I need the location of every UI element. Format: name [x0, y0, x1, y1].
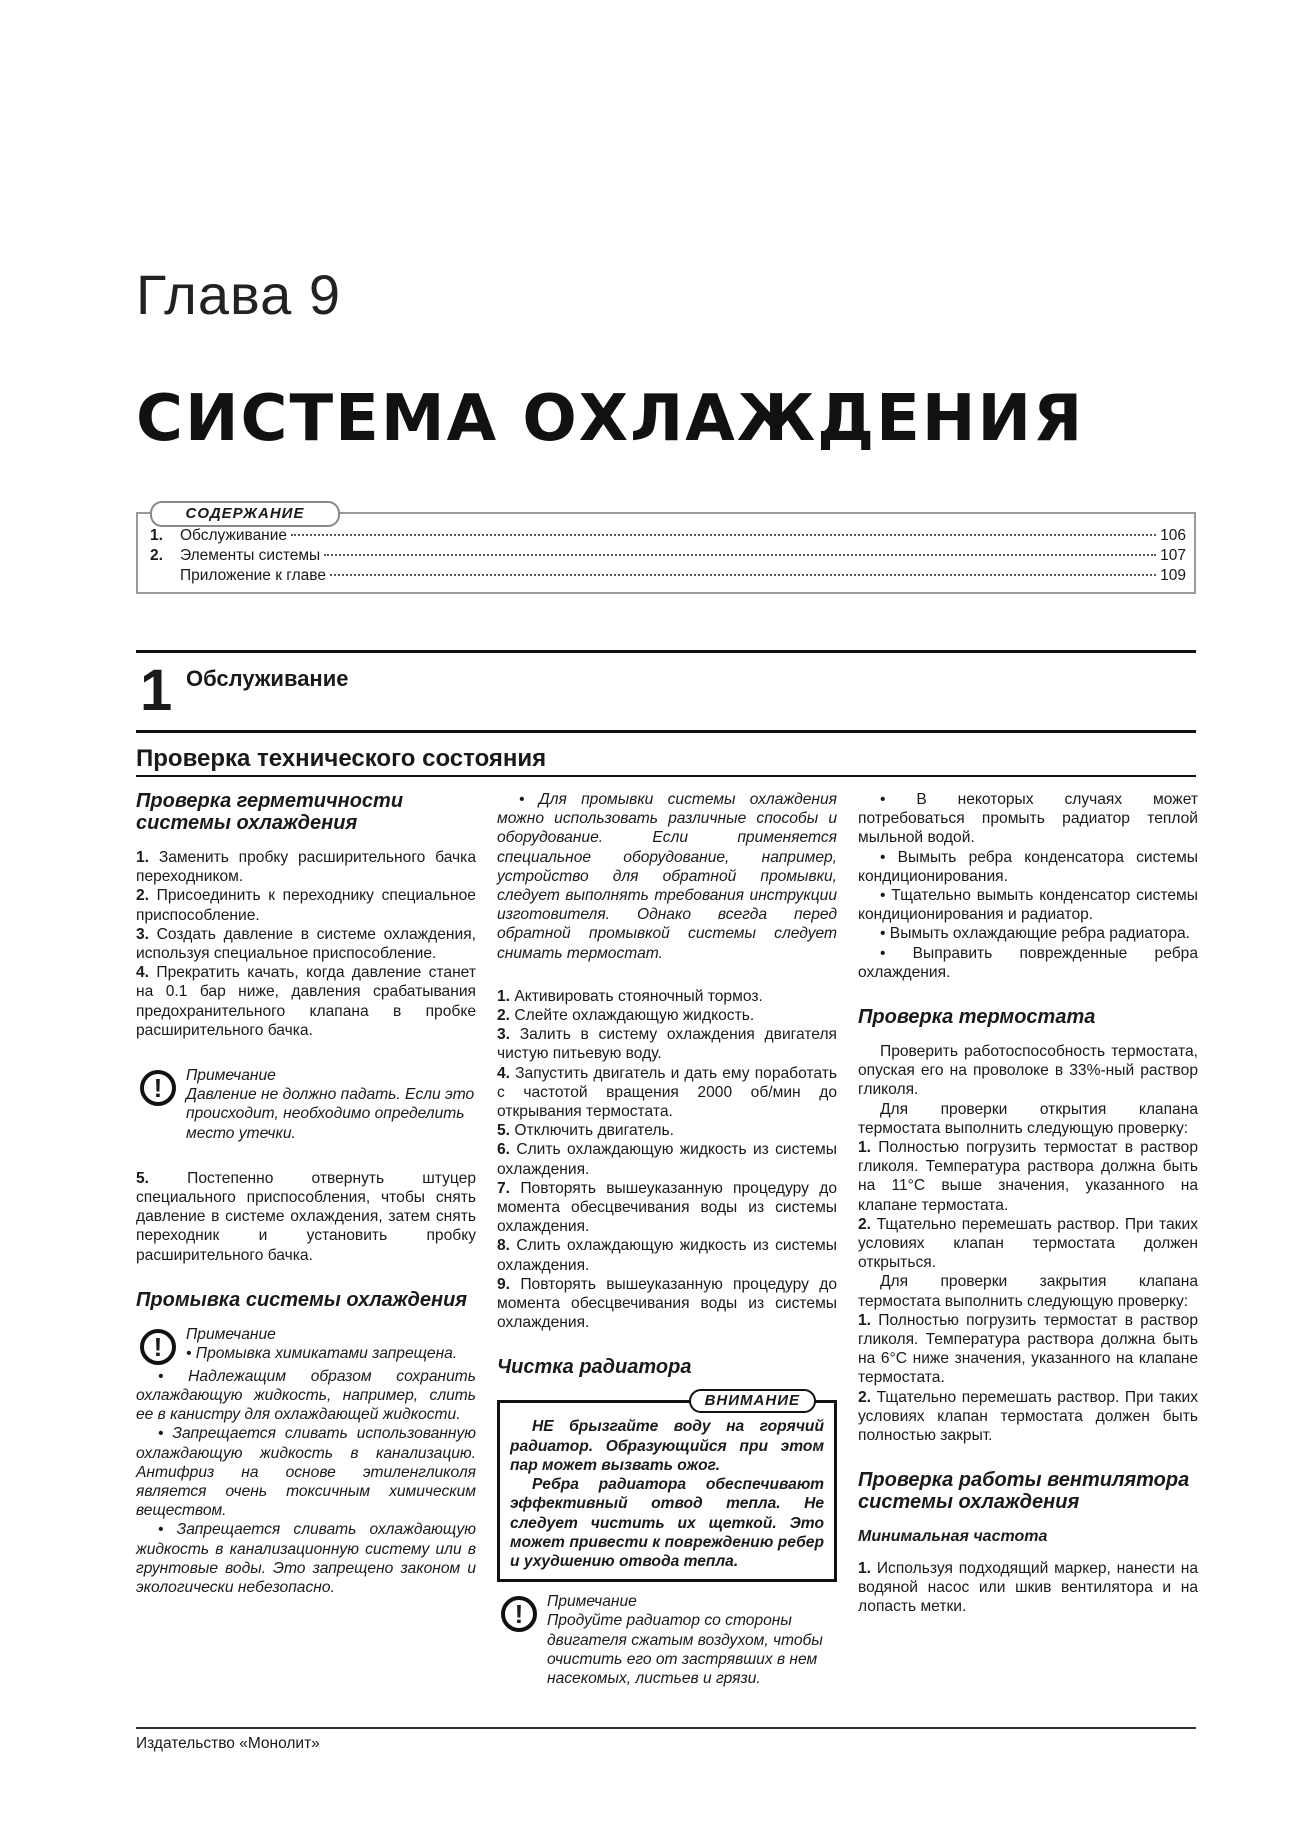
toc-item-page: 109 — [1160, 567, 1186, 584]
bullet-item: • Запрещается сливать охлаждающую жидкость в канализационную систему или в грунтовые воды. Это запрещено законом и экологически небезопасно. — [136, 1521, 476, 1597]
bullet-item: • Вымыть охлаждающие ребра радиатора. — [880, 925, 1191, 943]
min-speed-heading: Минимальная частота — [858, 1528, 1048, 1546]
list-item: 2. Тщательно перемешать раствор. При таких условиях клапан термостата должен открыться. — [858, 1215, 1198, 1272]
list-item: 3. Залить в систему охлаждения двигателя чистую питьевую воду. — [497, 1026, 837, 1063]
list-item: 7. Повторять вышеуказанную процедуру до момента обесцвечивания воды из системы охлаждения. — [497, 1179, 837, 1236]
list-item: 1. Используя подходящий маркер, нанести на водяной насос или шкив вентилятора и на лопасть метки. — [858, 1559, 1199, 1615]
column-3 — [858, 790, 1198, 1616]
toc-item-text: Элементы системы — [180, 547, 321, 564]
toc-item-text: Обслуживание — [180, 527, 288, 544]
list-item: 9. Повторять вышеуказанную процедуру до момента обесцвечивания воды из системы охлаждения. — [497, 1275, 837, 1332]
toc-leader — [324, 554, 1156, 556]
note-block — [497, 1592, 837, 1688]
list-item: 1. Активировать стояночный тормоз. — [497, 987, 763, 1005]
note-title: Примечание — [186, 1067, 276, 1085]
leak-check-heading: Проверка герметичности системы охлаждения — [136, 790, 404, 834]
toc-leader — [291, 534, 1156, 536]
exclamation-icon: ! — [501, 1596, 537, 1632]
toc-item-num: 1. — [150, 527, 163, 544]
radiator-heading: Чистка радиатора — [497, 1356, 692, 1379]
toc-item-1[interactable] — [150, 527, 1186, 547]
thermostat-heading: Проверка термостата — [858, 1006, 1096, 1029]
note-text: Продуйте радиатор со стороны двигателя сжатым воздухом, чтобы очистить его от застрявших в нем насекомых, листьев и грязи. — [547, 1612, 823, 1687]
warning-text: НЕ брызгайте воду на горячий радиатор. Образующийся при этом пар может вызвать ожог. — [510, 1418, 824, 1474]
subsection-title: Проверка технического состояния — [136, 745, 547, 772]
note-title: Примечание — [186, 1325, 276, 1343]
section-number: 1 — [140, 658, 173, 723]
warning-text: Ребра радиатора обеспечивают эффективный отвод тепла. Не следует чистить их щеткой. Это может привести к повреждению ребер и ухудшению отвода тепла. — [510, 1476, 824, 1570]
note-title: Примечание — [547, 1593, 637, 1611]
publisher-footer: Издательство «Монолит» — [136, 1735, 320, 1752]
bullet-item: • В некоторых случаях может потребоваться промыть радиатор теплой мыльной водой. — [858, 791, 1198, 847]
note-block — [136, 1066, 476, 1143]
paragraph: Для проверки открытия клапана термостата выполнить следующую проверку: — [858, 1100, 1198, 1137]
toc-item-num: 2. — [150, 547, 163, 564]
paragraph: • Для промывки системы охлаждения можно использовать различные способы и оборудование. Если применяется специальное оборудование, например, устройство для обратной промывки, следует выполнять требования инструкции изготовителя. Однако всегда перед обратной промывкой системы следует снимать термостат. — [497, 791, 837, 962]
toc-item-2[interactable] — [150, 547, 1186, 567]
footer-rule — [136, 1727, 1196, 1729]
list-item: 8. Слить охлаждающую жидкость из системы охлаждения. — [497, 1237, 837, 1274]
exclamation-icon: ! — [140, 1070, 176, 1106]
list-item: 5. Отключить двигатель. — [497, 1122, 674, 1140]
list-item: 4. Прекратить качать, когда давление станет на 0.1 бар ниже, давления срабатывания предохранительного клапана в пробке расширительного бачка. — [136, 964, 476, 1039]
section-title: Обслуживание — [186, 666, 349, 691]
warning-label: ВНИМАНИЕ — [689, 1389, 816, 1413]
list-item: 1. Заменить пробку расширительного бачка переходником. — [136, 849, 477, 886]
bullet-item: • Запрещается сливать использованную охлаждающую жидкость в канализацию. Антифриз на основе этиленгликоля является очень токсичным химическим веществом. — [136, 1425, 476, 1520]
chapter-label: Глава 9 — [136, 263, 341, 326]
list-item: 3. Создать давление в системе охлаждения, используя специальное приспособление. — [136, 925, 476, 963]
toc-item-text: Приложение к главе — [180, 567, 326, 584]
warning-box — [497, 1392, 837, 1582]
bullet-item: • Выправить поврежденные ребра охлаждения. — [858, 944, 1198, 981]
list-item: 6. Слить охлаждающую жидкость из системы охлаждения. — [497, 1141, 837, 1178]
list-item: 2. Тщательно перемешать раствор. При таких условиях клапан термостата должен быть полностью закрыт. — [858, 1388, 1198, 1445]
column-1 — [136, 790, 476, 1597]
toc-item-3[interactable] — [150, 567, 1186, 587]
toc-item-page: 106 — [1160, 527, 1186, 544]
list-item: 1. Полностью погрузить термостат в раствор гликоля. Температура раствора должна быть на 6°С ниже значения, указанного на клапане термостата. — [858, 1311, 1198, 1387]
note-text: Давление не должно падать. Если это происходит, необходимо определить место утечки. — [186, 1086, 475, 1142]
bullet-item: • Тщательно вымыть конденсатор системы кондиционирования и радиатор. — [858, 887, 1198, 924]
fan-heading: Проверка работы вентилятора системы охлаждения — [858, 1469, 1190, 1514]
paragraph: Проверить работоспособность термостата, опуская его на проволоке в 33%-ный раствор гликоля. — [858, 1043, 1198, 1099]
flush-heading: Промывка системы охлаждения — [136, 1288, 468, 1311]
bullet-item: • Надлежащим образом сохранить охлаждающую жидкость, например, слить ее в канистру для охлаждающей жидкости. — [136, 1367, 476, 1424]
section-bottom-rule — [136, 730, 1196, 733]
list-item: 5. Постепенно отвернуть штуцер специального приспособления, чтобы снять давление в системе охлаждения, затем снять переходник и установить пробку расширительного бачка. — [136, 1169, 476, 1264]
note-block — [136, 1325, 476, 1365]
column-2 — [497, 790, 837, 1690]
note-text: • Промывка химикатами запрещена. — [186, 1345, 458, 1363]
exclamation-icon: ! — [140, 1329, 176, 1365]
chapter-title: СИСТЕМА ОХЛАЖДЕНИЯ — [136, 382, 1085, 456]
list-item: 2. Слейте охлаждающую жидкость. — [497, 1007, 755, 1025]
bullet-item: • Вымыть ребра конденсатора системы кондиционирования. — [858, 848, 1198, 885]
section-top-rule — [136, 650, 1196, 653]
subsection-rule — [136, 775, 1196, 777]
paragraph: Для проверки закрытия клапана термостата выполнить следующую проверку: — [858, 1273, 1198, 1310]
list-item: 1. Полностью погрузить термостат в раствор гликоля. Температура раствора должна быть на 11°С выше значения, указанного на клапане термостата. — [858, 1139, 1198, 1214]
toc-item-page: 107 — [1160, 547, 1186, 564]
toc-leader — [330, 574, 1156, 576]
list-item: 4. Запустить двигатель и дать ему поработать с частотой вращения 2000 об/мин до открывания термостата. — [497, 1064, 837, 1121]
list-item: 2. Присоединить к переходнику специальное приспособление. — [136, 887, 476, 924]
toc-heading: СОДЕРЖАНИЕ — [150, 501, 340, 527]
